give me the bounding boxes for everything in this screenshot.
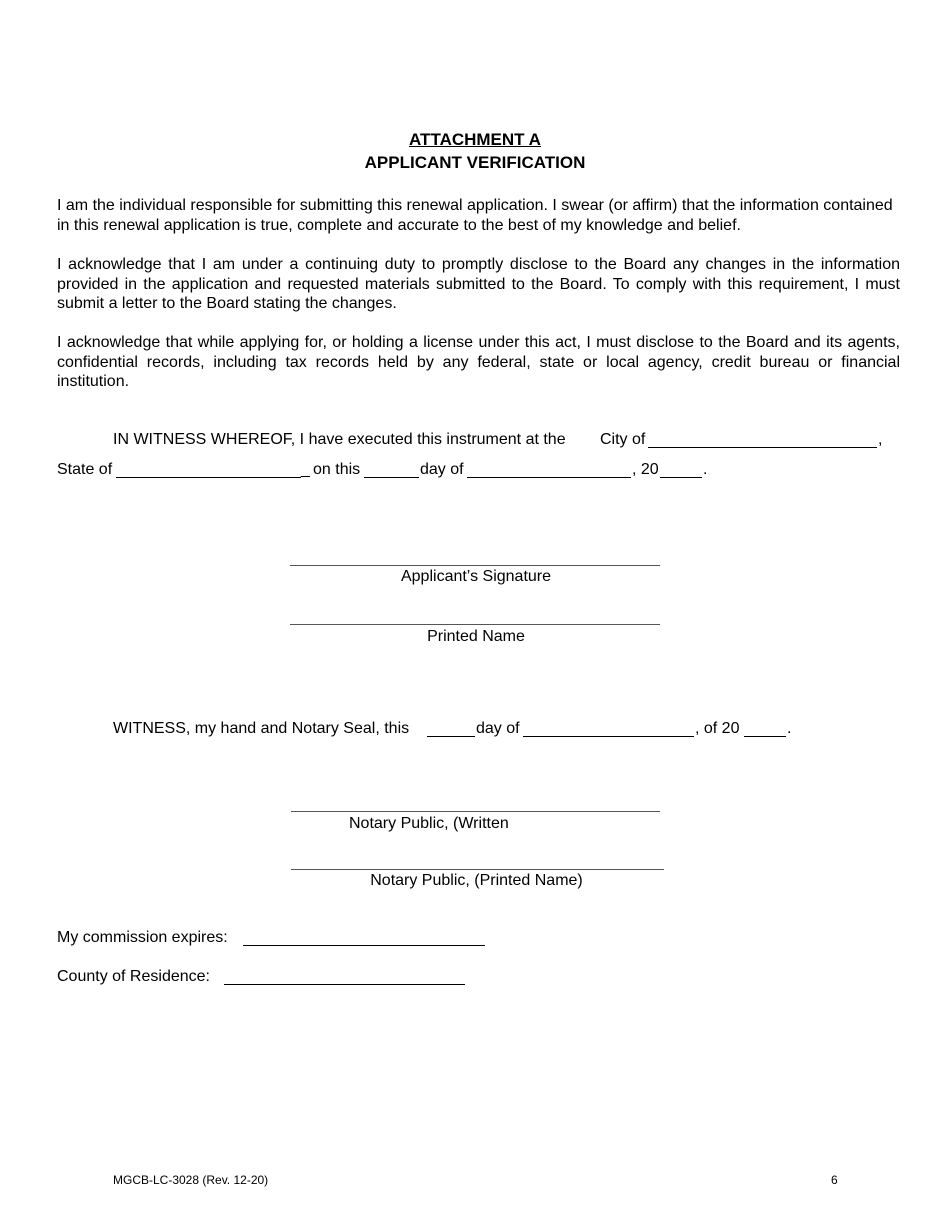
day-field[interactable] <box>364 477 419 478</box>
county-residence-field[interactable] <box>224 984 465 985</box>
notary-written-label: Notary Public, (Written <box>349 815 509 832</box>
notary-day-field[interactable] <box>427 736 475 737</box>
printed-name-label: Printed Name <box>427 628 525 645</box>
notary-day-of-label: day of <box>476 720 520 737</box>
county-residence-label: County of Residence: <box>57 968 210 985</box>
city-comma: , <box>878 431 883 448</box>
state-field[interactable] <box>116 477 301 478</box>
page-title: ATTACHMENT A <box>409 130 541 149</box>
notary-clause-intro: WITNESS, my hand and Notary Seal, this <box>113 720 410 737</box>
day-of-label: day of <box>420 461 464 478</box>
applicant-signature-label: Applicant’s Signature <box>400 568 552 585</box>
city-field[interactable] <box>648 447 877 448</box>
year-prefix-label: , 20 <box>632 461 659 478</box>
year-field[interactable] <box>660 477 702 478</box>
notary-year-field[interactable] <box>744 736 786 737</box>
notary-of-20-label: , of 20 <box>695 720 740 737</box>
applicant-signature-line[interactable] <box>290 565 660 566</box>
notary-printed-label: Notary Public, (Printed Name) <box>370 872 583 889</box>
witness-intro-text: IN WITNESS WHEREOF, I have executed this instrument at the <box>113 431 566 448</box>
paragraph-continuing-duty: I acknowledge that I am under a continuing duty to promptly disclose to the Board any changes in the information provided in the application and requested materials submitted to the Board. To comply with this requirement, I must submit a letter to the Board stating the changes. <box>57 256 900 312</box>
month-field[interactable] <box>467 477 631 478</box>
notary-printed-line[interactable] <box>291 869 664 870</box>
form-id: MGCB-LC-3028 (Rev. 12-20) <box>113 1173 269 1187</box>
paragraph-disclosure: I acknowledge that while applying for, or holding a license under this act, I must disclose to the Board and its agents, confidential records, including tax records held by any federal, state or local agency, credit bureau or financial institution. <box>57 334 900 390</box>
printed-name-line[interactable] <box>290 624 660 625</box>
commission-expires-label: My commission expires: <box>57 929 228 946</box>
notary-period: . <box>787 720 792 737</box>
notary-written-line[interactable] <box>291 811 660 812</box>
page-subtitle: APPLICANT VERIFICATION <box>364 153 586 172</box>
paragraph-responsibility: I am the individual responsible for submitting this renewal application. I swear (or affirm) that the information contained in this renewal application is true, complete and accurate to the best of my knowledge and belief. <box>57 197 893 234</box>
page-number: 6 <box>831 1173 838 1187</box>
period: . <box>703 461 708 478</box>
on-this-label: on this <box>313 461 361 478</box>
city-label: City of <box>600 431 646 448</box>
notary-month-field[interactable] <box>523 736 694 737</box>
commission-expires-field[interactable] <box>243 945 485 946</box>
state-underscore: _ <box>301 461 310 478</box>
state-label: State of <box>57 461 113 478</box>
